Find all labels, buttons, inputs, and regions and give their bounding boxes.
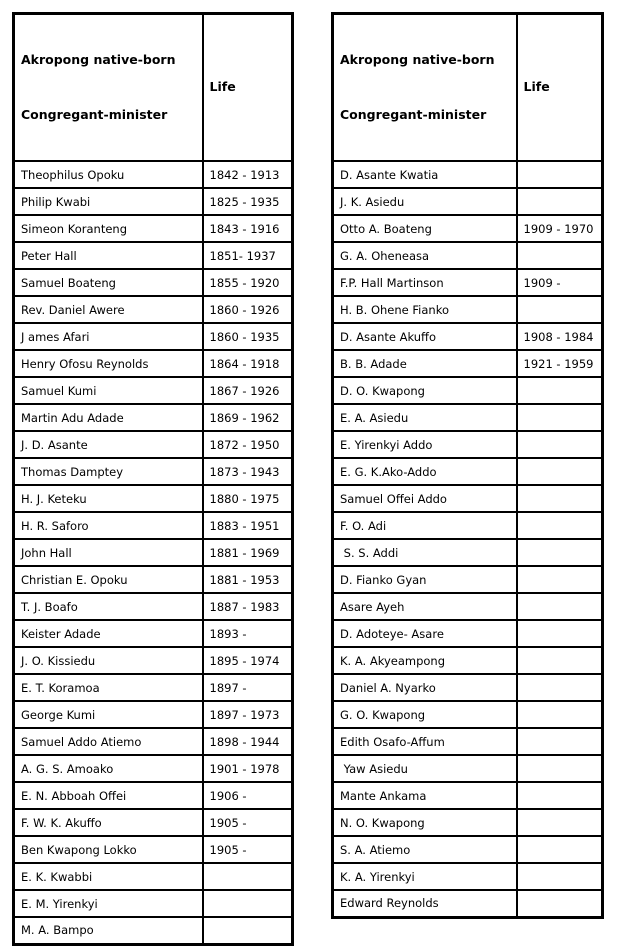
table-row bbox=[333, 890, 603, 917]
column-header-minister-line2: Congregant-minister bbox=[340, 106, 487, 122]
minister-name-cell: M. A. Bampo bbox=[14, 917, 203, 944]
table-row bbox=[333, 296, 603, 323]
minister-name-cell: H. R. Saforo bbox=[14, 512, 203, 539]
life-cell: 1851- 1937 bbox=[203, 242, 293, 269]
table-body-right bbox=[333, 161, 603, 917]
table-row bbox=[14, 647, 293, 674]
minister-name-cell: F.P. Hall Martinson bbox=[333, 269, 517, 296]
table-row bbox=[14, 377, 293, 404]
life-cell: 1867 - 1926 bbox=[203, 377, 293, 404]
minister-name-cell: D. Asante Akuffo bbox=[333, 323, 517, 350]
minister-name-cell: J ames Afari bbox=[14, 323, 203, 350]
life-cell bbox=[517, 620, 603, 647]
life-cell: 1855 - 1920 bbox=[203, 269, 293, 296]
table-row bbox=[14, 863, 293, 890]
table-row bbox=[14, 350, 293, 377]
life-cell: 1901 - 1978 bbox=[203, 755, 293, 782]
minister-name-cell: Henry Ofosu Reynolds bbox=[14, 350, 203, 377]
table-row bbox=[333, 161, 603, 188]
life-cell bbox=[517, 296, 603, 323]
life-cell: 1898 - 1944 bbox=[203, 728, 293, 755]
header-row bbox=[333, 14, 603, 162]
column-header-life: Life bbox=[203, 14, 293, 162]
life-cell: 1897 - bbox=[203, 674, 293, 701]
table-row bbox=[333, 323, 603, 350]
life-cell: 1864 - 1918 bbox=[203, 350, 293, 377]
table-row bbox=[333, 485, 603, 512]
minister-name-cell: Philip Kwabi bbox=[14, 188, 203, 215]
life-cell: 1860 - 1926 bbox=[203, 296, 293, 323]
life-cell bbox=[517, 161, 603, 188]
minister-name-cell: K. A. Yirenkyi bbox=[333, 863, 517, 890]
minister-name-cell: E. M. Yirenkyi bbox=[14, 890, 203, 917]
table-row bbox=[333, 782, 603, 809]
table-row bbox=[333, 215, 603, 242]
table-row bbox=[14, 674, 293, 701]
minister-name-cell: D. Adoteye- Asare bbox=[333, 620, 517, 647]
life-cell bbox=[517, 404, 603, 431]
life-cell: 1869 - 1962 bbox=[203, 404, 293, 431]
minister-name-cell: Samuel Kumi bbox=[14, 377, 203, 404]
table-row bbox=[333, 377, 603, 404]
life-cell: 1921 - 1959 bbox=[517, 350, 603, 377]
table-row bbox=[333, 836, 603, 863]
table-row bbox=[14, 539, 293, 566]
life-cell: 1825 - 1935 bbox=[203, 188, 293, 215]
table-row bbox=[333, 269, 603, 296]
ministers-table-right bbox=[331, 12, 604, 919]
header-row bbox=[14, 14, 293, 162]
table-row bbox=[333, 755, 603, 782]
table-row bbox=[14, 782, 293, 809]
table-row bbox=[333, 566, 603, 593]
table-row bbox=[14, 485, 293, 512]
minister-name-cell: B. B. Adade bbox=[333, 350, 517, 377]
minister-name-cell: Daniel A. Nyarko bbox=[333, 674, 517, 701]
life-cell: 1909 - bbox=[517, 269, 603, 296]
table-row bbox=[14, 593, 293, 620]
life-cell: 1897 - 1973 bbox=[203, 701, 293, 728]
life-cell: 1873 - 1943 bbox=[203, 458, 293, 485]
table-row bbox=[333, 620, 603, 647]
minister-name-cell: Martin Adu Adade bbox=[14, 404, 203, 431]
minister-name-cell: E. A. Asiedu bbox=[333, 404, 517, 431]
life-cell bbox=[517, 188, 603, 215]
table-row bbox=[14, 188, 293, 215]
minister-name-cell: Rev. Daniel Awere bbox=[14, 296, 203, 323]
table-row bbox=[14, 215, 293, 242]
life-cell: 1842 - 1913 bbox=[203, 161, 293, 188]
table-row bbox=[333, 674, 603, 701]
minister-name-cell: S. S. Addi bbox=[333, 539, 517, 566]
table-row bbox=[14, 512, 293, 539]
ministers-table-left bbox=[12, 12, 294, 946]
minister-name-cell: F. O. Adi bbox=[333, 512, 517, 539]
table-row bbox=[333, 431, 603, 458]
table-row bbox=[14, 458, 293, 485]
minister-name-cell: H. J. Keteku bbox=[14, 485, 203, 512]
life-cell bbox=[517, 431, 603, 458]
minister-name-cell: Ben Kwapong Lokko bbox=[14, 836, 203, 863]
minister-name-cell: A. G. S. Amoako bbox=[14, 755, 203, 782]
table-row bbox=[14, 890, 293, 917]
life-cell bbox=[517, 890, 603, 917]
life-cell bbox=[517, 566, 603, 593]
minister-name-cell: Thomas Damptey bbox=[14, 458, 203, 485]
life-cell bbox=[517, 377, 603, 404]
table-row bbox=[333, 350, 603, 377]
minister-name-cell: Simeon Koranteng bbox=[14, 215, 203, 242]
table-row bbox=[14, 242, 293, 269]
life-cell bbox=[203, 890, 293, 917]
life-cell bbox=[517, 809, 603, 836]
minister-name-cell: Samuel Addo Atiemo bbox=[14, 728, 203, 755]
minister-name-cell: E. G. K.Ako-Addo bbox=[333, 458, 517, 485]
minister-name-cell: Edith Osafo-Affum bbox=[333, 728, 517, 755]
life-cell: 1881 - 1969 bbox=[203, 539, 293, 566]
life-cell bbox=[517, 701, 603, 728]
life-cell: 1908 - 1984 bbox=[517, 323, 603, 350]
life-cell: 1860 - 1935 bbox=[203, 323, 293, 350]
column-header-minister-line1: Akropong native-born bbox=[21, 52, 176, 68]
life-cell: 1872 - 1950 bbox=[203, 431, 293, 458]
minister-name-cell: Mante Ankama bbox=[333, 782, 517, 809]
life-cell bbox=[203, 917, 293, 944]
life-cell bbox=[517, 242, 603, 269]
life-cell bbox=[517, 539, 603, 566]
minister-name-cell: D. Asante Kwatia bbox=[333, 161, 517, 188]
minister-name-cell: E. Yirenkyi Addo bbox=[333, 431, 517, 458]
life-cell bbox=[517, 863, 603, 890]
table-row bbox=[14, 296, 293, 323]
minister-name-cell: Asare Ayeh bbox=[333, 593, 517, 620]
table-row bbox=[14, 323, 293, 350]
table-row bbox=[14, 728, 293, 755]
minister-name-cell: John Hall bbox=[14, 539, 203, 566]
table-row bbox=[333, 404, 603, 431]
table-row bbox=[14, 836, 293, 863]
column-header-minister-line1: Akropong native-born bbox=[340, 52, 495, 68]
table-row bbox=[333, 512, 603, 539]
life-cell: 1905 - bbox=[203, 809, 293, 836]
minister-name-cell: D. O. Kwapong bbox=[333, 377, 517, 404]
minister-name-cell: E. K. Kwabbi bbox=[14, 863, 203, 890]
table-row bbox=[14, 161, 293, 188]
minister-name-cell: S. A. Atiemo bbox=[333, 836, 517, 863]
life-cell bbox=[517, 755, 603, 782]
minister-name-cell: George Kumi bbox=[14, 701, 203, 728]
column-header-minister bbox=[333, 14, 517, 162]
life-cell: 1893 - bbox=[203, 620, 293, 647]
minister-name-cell: T. J. Boafo bbox=[14, 593, 203, 620]
table-row bbox=[333, 809, 603, 836]
life-cell bbox=[517, 674, 603, 701]
life-cell: 1909 - 1970 bbox=[517, 215, 603, 242]
column-header-life: Life bbox=[517, 14, 603, 162]
table-row bbox=[14, 566, 293, 593]
table-row bbox=[333, 593, 603, 620]
life-cell bbox=[517, 512, 603, 539]
minister-name-cell: G. A. Oheneasa bbox=[333, 242, 517, 269]
column-header-minister bbox=[14, 14, 203, 162]
column-header-minister-line2: Congregant-minister bbox=[21, 106, 168, 122]
table-row bbox=[14, 701, 293, 728]
life-cell bbox=[517, 782, 603, 809]
table-row bbox=[14, 755, 293, 782]
life-cell: 1887 - 1983 bbox=[203, 593, 293, 620]
minister-name-cell: E. N. Abboah Offei bbox=[14, 782, 203, 809]
minister-name-cell: K. A. Akyeampong bbox=[333, 647, 517, 674]
life-cell: 1906 - bbox=[203, 782, 293, 809]
minister-name-cell: J. D. Asante bbox=[14, 431, 203, 458]
table-row bbox=[14, 269, 293, 296]
life-cell: 1883 - 1951 bbox=[203, 512, 293, 539]
life-cell bbox=[517, 728, 603, 755]
minister-name-cell: Keister Adade bbox=[14, 620, 203, 647]
table-row bbox=[333, 242, 603, 269]
life-cell bbox=[517, 458, 603, 485]
minister-name-cell: Christian E. Opoku bbox=[14, 566, 203, 593]
minister-name-cell: Samuel Offei Addo bbox=[333, 485, 517, 512]
minister-name-cell: N. O. Kwapong bbox=[333, 809, 517, 836]
minister-name-cell: J. K. Asiedu bbox=[333, 188, 517, 215]
life-cell: 1895 - 1974 bbox=[203, 647, 293, 674]
minister-name-cell: H. B. Ohene Fianko bbox=[333, 296, 517, 323]
table-body-left bbox=[14, 161, 293, 944]
minister-name-cell: F. W. K. Akuffo bbox=[14, 809, 203, 836]
life-cell bbox=[517, 836, 603, 863]
minister-name-cell: Otto A. Boateng bbox=[333, 215, 517, 242]
table-row bbox=[333, 539, 603, 566]
table-row bbox=[14, 404, 293, 431]
minister-name-cell: E. T. Koramoa bbox=[14, 674, 203, 701]
table-row bbox=[333, 863, 603, 890]
life-cell: 1905 - bbox=[203, 836, 293, 863]
minister-name-cell: Theophilus Opoku bbox=[14, 161, 203, 188]
minister-name-cell: Samuel Boateng bbox=[14, 269, 203, 296]
minister-name-cell: D. Fianko Gyan bbox=[333, 566, 517, 593]
life-cell bbox=[203, 863, 293, 890]
table-row bbox=[333, 647, 603, 674]
life-cell bbox=[517, 593, 603, 620]
table-row bbox=[14, 431, 293, 458]
table-row bbox=[14, 917, 293, 944]
minister-name-cell: G. O. Kwapong bbox=[333, 701, 517, 728]
table-row bbox=[333, 728, 603, 755]
table-row bbox=[14, 809, 293, 836]
life-cell bbox=[517, 647, 603, 674]
table-row bbox=[333, 188, 603, 215]
table-row bbox=[333, 458, 603, 485]
minister-name-cell: Peter Hall bbox=[14, 242, 203, 269]
life-cell: 1880 - 1975 bbox=[203, 485, 293, 512]
life-cell bbox=[517, 485, 603, 512]
table-row bbox=[333, 701, 603, 728]
minister-name-cell: Yaw Asiedu bbox=[333, 755, 517, 782]
table-row bbox=[14, 620, 293, 647]
minister-name-cell: J. O. Kissiedu bbox=[14, 647, 203, 674]
life-cell: 1881 - 1953 bbox=[203, 566, 293, 593]
life-cell: 1843 - 1916 bbox=[203, 215, 293, 242]
minister-name-cell: Edward Reynolds bbox=[333, 890, 517, 917]
